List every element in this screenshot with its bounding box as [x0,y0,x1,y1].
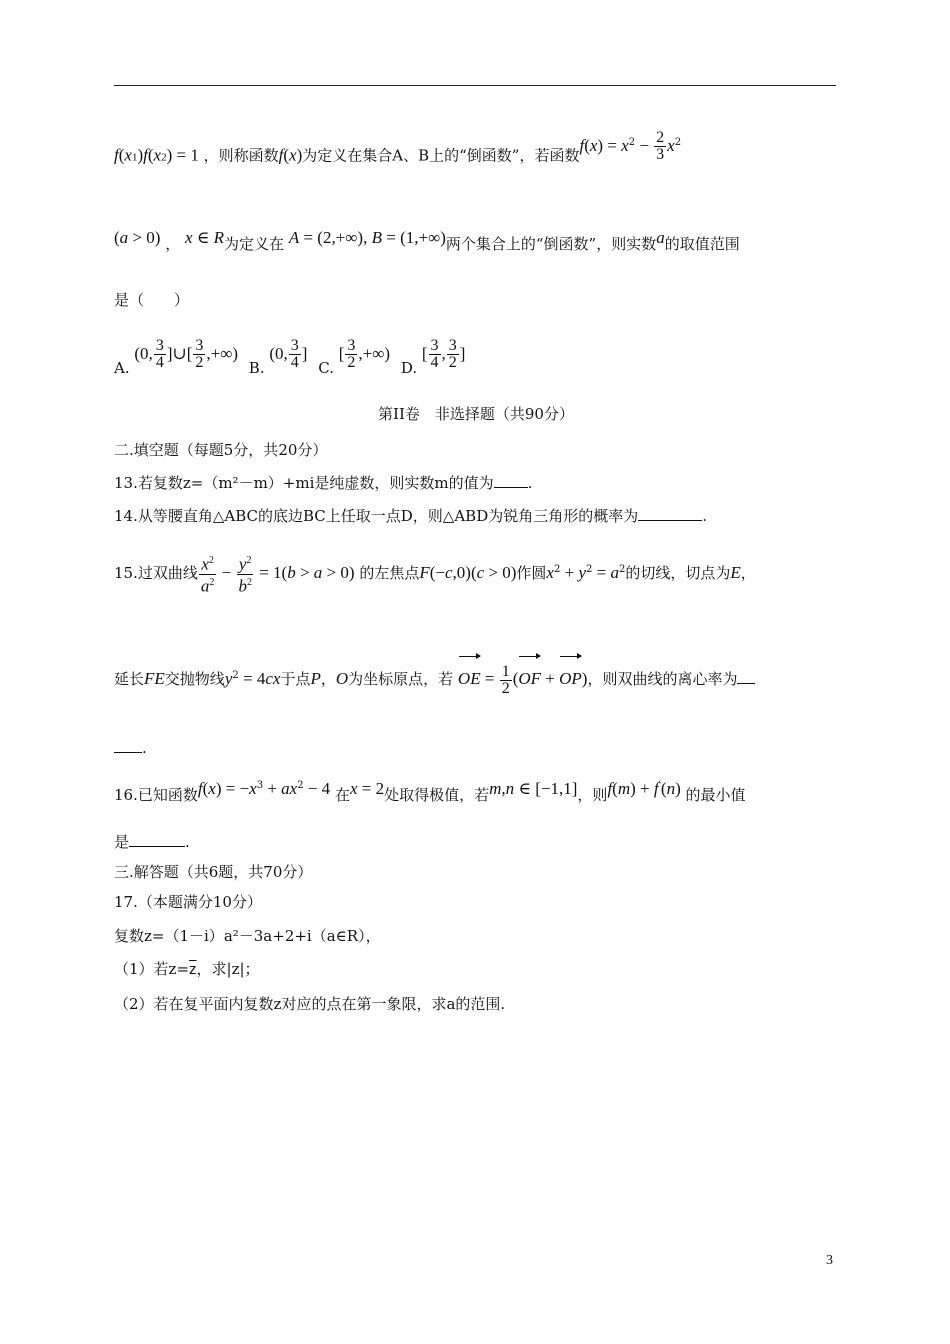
formula-x-eq-2: x = 2 [349,779,385,798]
q12-line-2 [114,228,838,254]
q15-blank-part2 [114,738,142,753]
q17-p1-text-b: ，求|z|； [196,960,260,978]
formula-vector-eq: OE = $\frac{1}{2}$ (OF + OP) [458,670,588,688]
formula-fe: FE [144,669,165,688]
q12-text-1a: ，则称函数 [203,146,279,165]
formula-o: O [335,669,349,688]
q15-text-a: 的左焦点 [359,564,420,582]
q17-stem: 复数z=（1－i）a²－3a+2+i（a∈R）， [114,927,381,945]
option-a-formula: (0, $\frac{3}{4}$ ]∪[ $\frac{3}{2}$ ,+∞) [134,337,239,371]
q12-line-1: f(x1)f(x2) = 1 ，则称函数f(x)为定义在集合A、B上的“倒函数”，若函数$f(x) = x^2$ − $\frac{2}{3}$ $x^2$ [114,129,682,165]
formula-fx1fx2: f [114,145,119,165]
question-14 [114,506,838,526]
option-c-formula: [ $\frac{3}{2}$ ,+∞) [338,337,391,371]
q12-text-2a: ， [165,235,181,253]
question-16-line-1 [114,779,838,805]
q12-text-2c: 两个集合上的“倒函数”，则实数 [445,235,657,253]
section-3-title: 三.解答题（共6题，共70分） [114,863,313,881]
q15-text-c: 的切线，切点为 [625,564,731,582]
option-d-label: D. [400,358,418,377]
q16-num: 16.已知函数 [114,786,198,804]
formula-q16-func: $f(x) = -x^3 + ax^2 - 4$ [197,779,331,798]
formula-fx: f [278,145,284,165]
q17-head: 17.（本题满分10分） [114,893,262,911]
page-number: 3 [826,1253,833,1268]
fill-blank-title: 二.填空题（每题5分，共20分） [114,441,328,459]
option-b-label: B. [248,358,265,377]
q12-line-3: 是（ ） [114,291,190,309]
formula-p: P [310,669,321,688]
q12-text-2b: 为定义在 [224,235,285,253]
q15-text-l2f: ，则双曲线的离心率为 [587,670,738,688]
q16-end: . [185,833,190,851]
q13-blank [494,473,528,488]
q14-blank [638,506,702,521]
option-c-label: C. [318,358,334,377]
q15-text-l2a: 延长 [114,670,145,688]
q12-text-1b: 为定义在集合A、B上的“倒函数”，若函数 [302,146,580,165]
formula-fm-fn: f(m) + f′(n) [607,779,681,798]
q16-text-b: 处取得极值，若 [384,786,490,804]
formula-a-pos: (a > 0) [114,228,161,247]
formula-mn-range: m,n ∈ [−1,1] [489,779,578,798]
formula-sets-ab: A = (2,+∞), B = (1,+∞) [288,228,446,247]
formula-e: E [730,563,741,582]
q17-part-2: （2）若在复平面内复数z对应的点在第一象限，求a的范围. [114,995,506,1013]
q14-text: 14.从等腰直角△ABC的底边BC上任取一点D，则△ABD为锐角三角形的概率为 [114,507,639,525]
formula-function-def: $f(x) = x^2$ − $\frac{2}{3}$ $x^2$ [579,129,682,163]
q13-end: . [527,474,533,492]
question-15-line-2 [114,654,838,698]
formula-z-conjugate: $\overline{z}$ [189,961,197,978]
formula-a: a [656,228,665,247]
q15-text-l2e: 为坐标原点，若 [348,670,454,688]
q15-blank-part1 [737,669,755,684]
q17-part-1 [114,959,838,980]
option-d-formula: [ $\frac{3}{4}$ , $\frac{3}{2}$ ] [421,337,466,371]
header-rule [114,85,836,86]
formula-x-in-r: x ∈ R [185,228,225,247]
option-a-label: A. [114,358,130,377]
q15-text-d: ， [740,564,756,582]
q15-text-l2c: 于点 [280,670,311,688]
q16-text-d: 的最小值 [685,786,746,804]
q16-text-l2: 是 [114,833,130,851]
section-2-title: 第II卷 非选择题（共90分） [378,405,574,423]
question-15-line-1 [114,548,838,595]
formula-hyperbola: $\frac{x^2}{a^2}$ − $\frac{y^2}{b^2}$ = 1(b > a > 0) [200,554,355,595]
formula-circle: $x^2 + y^2 = a^2$ [546,563,626,582]
q16-text-c: ，则 [577,786,608,804]
q15-text-b: 作圆 [516,564,547,582]
question-16-line-2 [114,832,838,852]
question-15-line-3 [114,738,838,758]
formula-focus: F(−c,0)(c > 0) [419,563,517,582]
q16-text-a: 在 [334,786,350,804]
q15-text-l2b: 交抛物线 [164,670,225,688]
q17-p1-text-a: （1）若z= [114,960,190,978]
q15-num: 15.过双曲线 [114,564,198,582]
q16-blank [129,832,185,847]
option-b-formula: (0, $\frac{3}{4}$ ] [269,337,308,371]
q13-text: 13.若复数z=（m²－m）+mi是纯虚数，则实数m的值为 [114,474,494,492]
question-13 [114,473,838,493]
formula-parabola: $y^2 = 4cx$ [224,669,281,688]
q15-text-l2d: ， [320,670,336,688]
q12-options [114,337,838,377]
q15-end: . [142,739,147,757]
q12-text-2d: 的取值范围 [664,235,740,253]
q14-end: . [702,507,708,525]
